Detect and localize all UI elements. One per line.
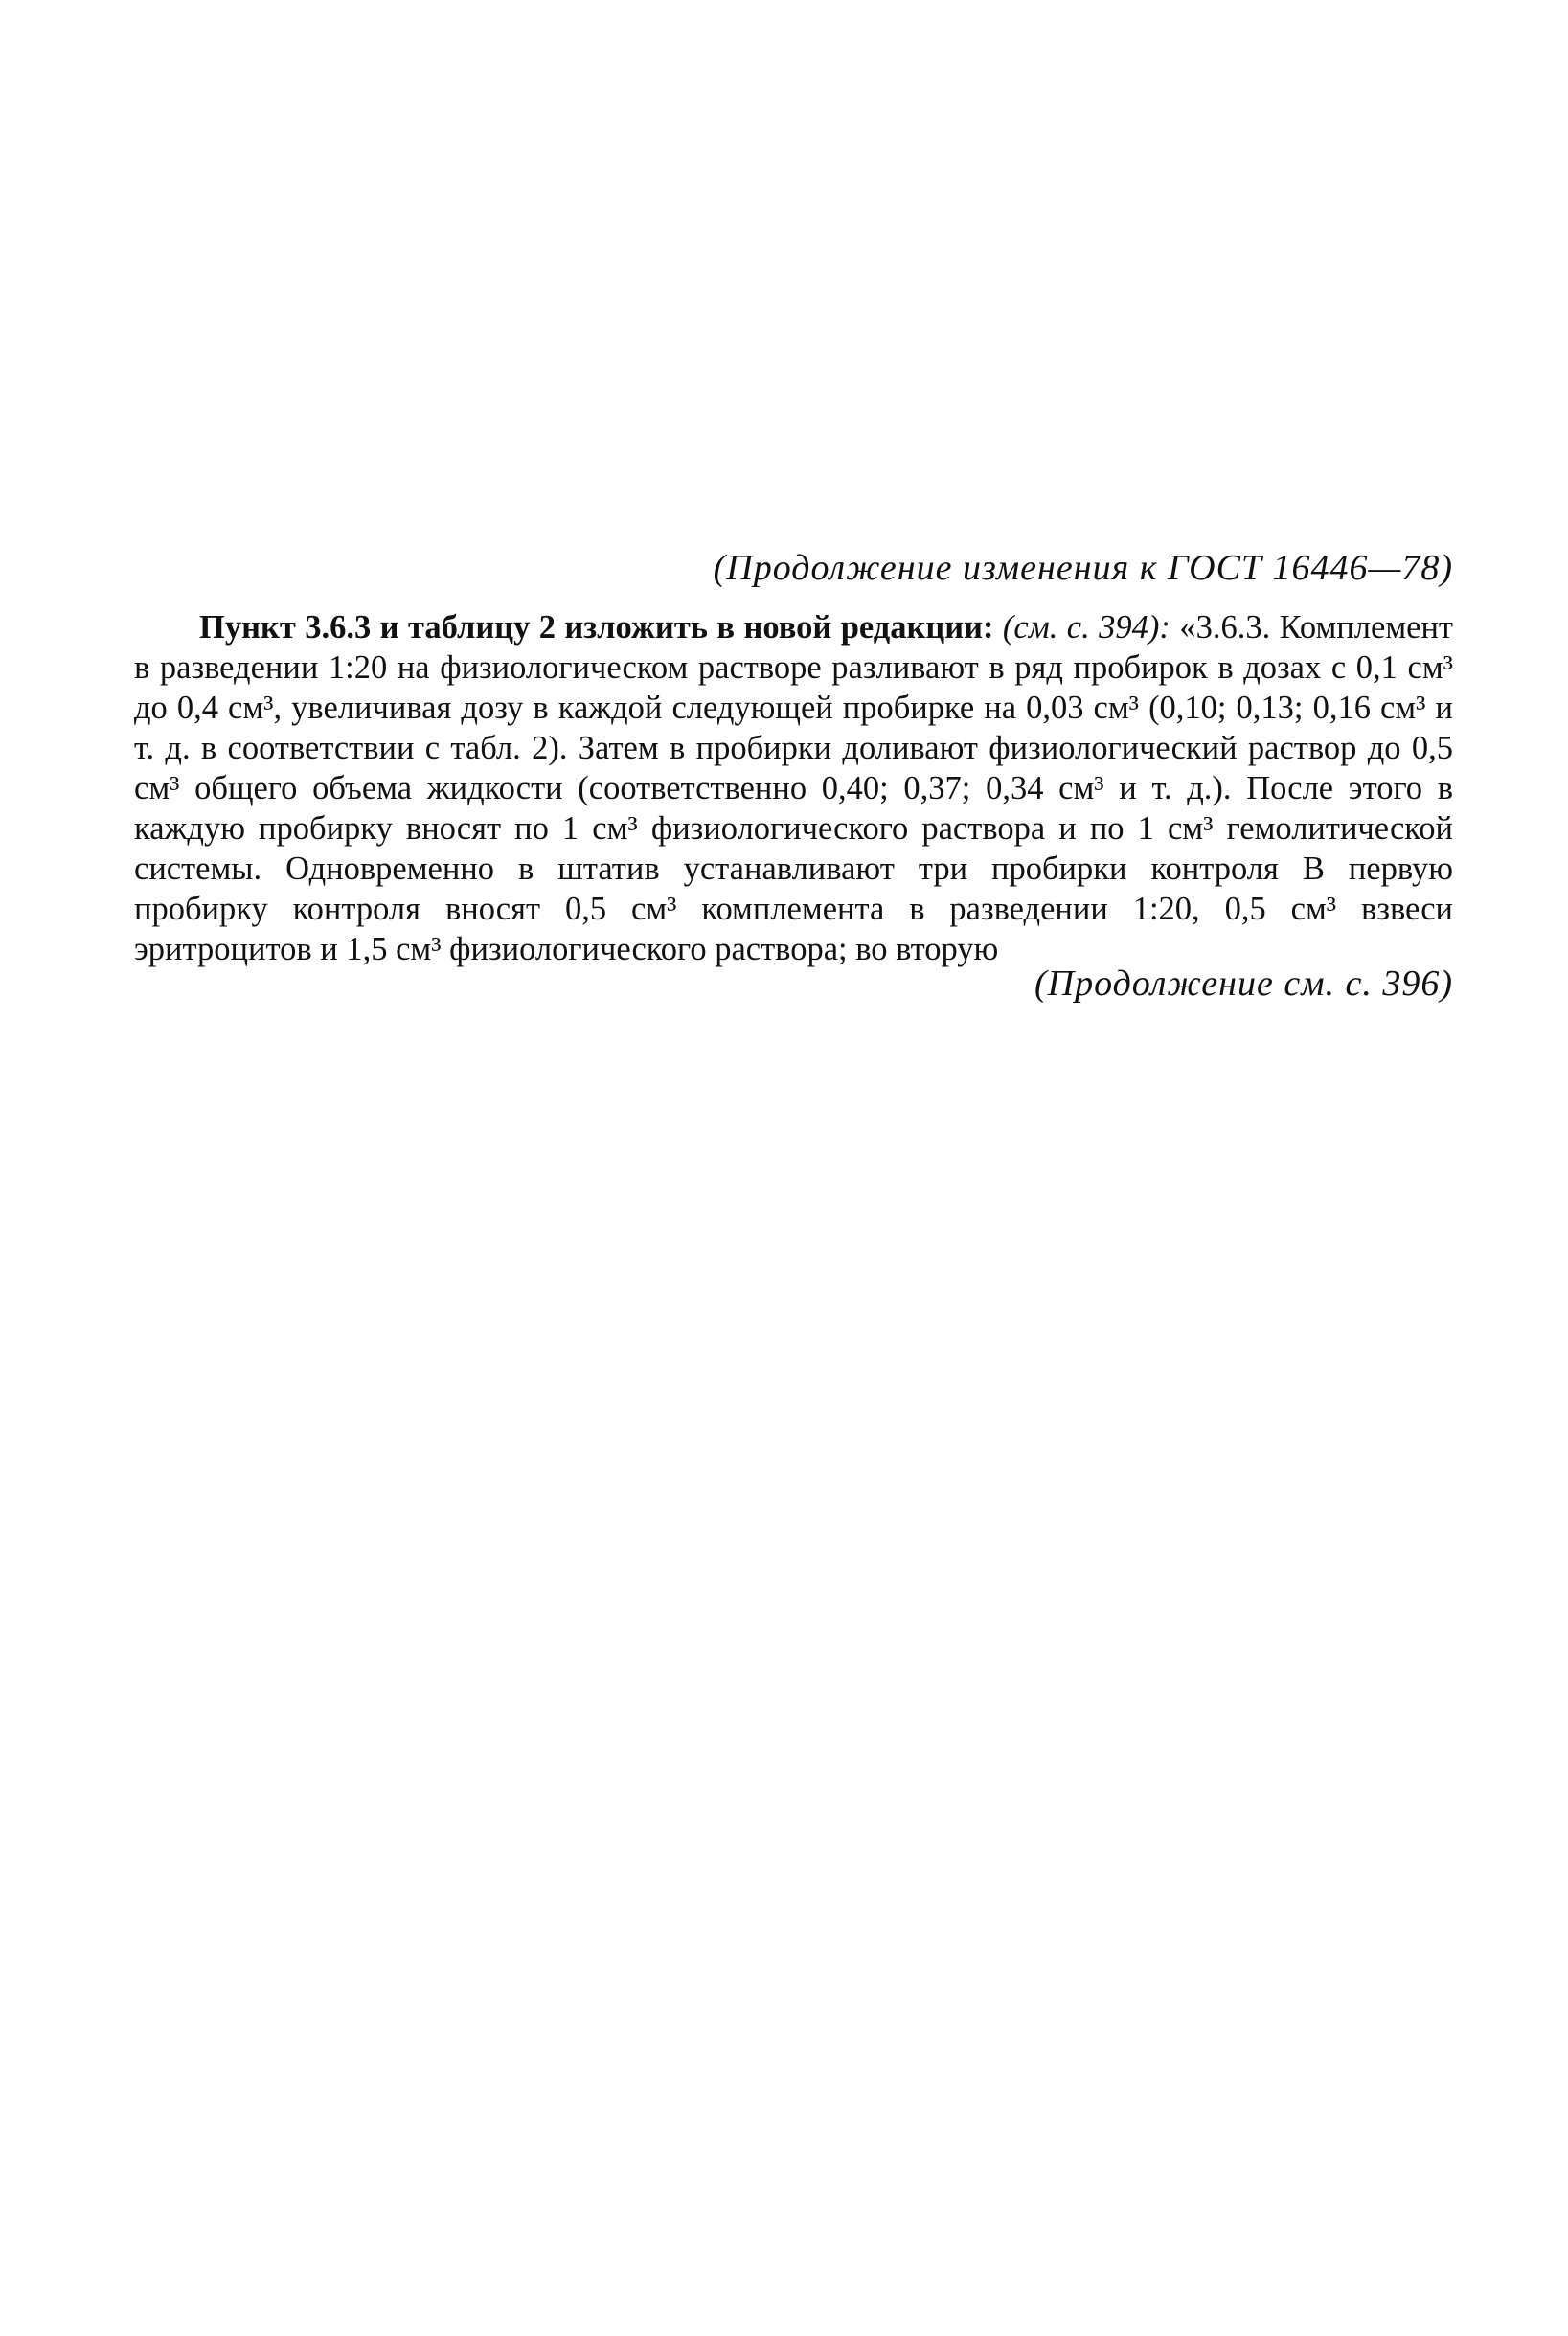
page-reference: (см. с. 394): xyxy=(1002,609,1170,646)
continuation-footer: (Продолжение см. с. 396) xyxy=(1034,964,1453,1004)
amendment-text: «3.6.3. Комплемент в разведении 1:20 на физиологическом растворе разливают в ряд пробирок в дозах с 0,1 см³ до 0,4 см³, увеличивая дозу в каждой следующей пробирке на 0,03 см³ (0,10; 0,13; 0,16 см³ и т. д. в соответствии с табл. 2). Затем в пробирки доливают физиологический раствор до 0,5 см³ общего объема жидкости (соответственно 0,40; 0,37; 0,34 см³ и т. д.). После этого в каждую пробирку вносят по 1 см³ физиологического раствора и по 1 см³ гемолитической системы. Одновременно в штатив устанавливают три пробирки контроля В первую пробирку контроля вносят 0,5 см³ комплемента в разведении 1:20, 0,5 см³ взвеси эритроцитов и 1,5 см³ физиологического раствора; во вторую xyxy=(134,609,1454,967)
amendment-lead: Пункт 3.6.3 и таблицу 2 изложить в новой редакции: xyxy=(199,609,994,646)
amendment-paragraph xyxy=(134,607,1453,969)
continuation-header: (Продолжение изменения к ГОСТ 16446—78) xyxy=(713,548,1453,588)
